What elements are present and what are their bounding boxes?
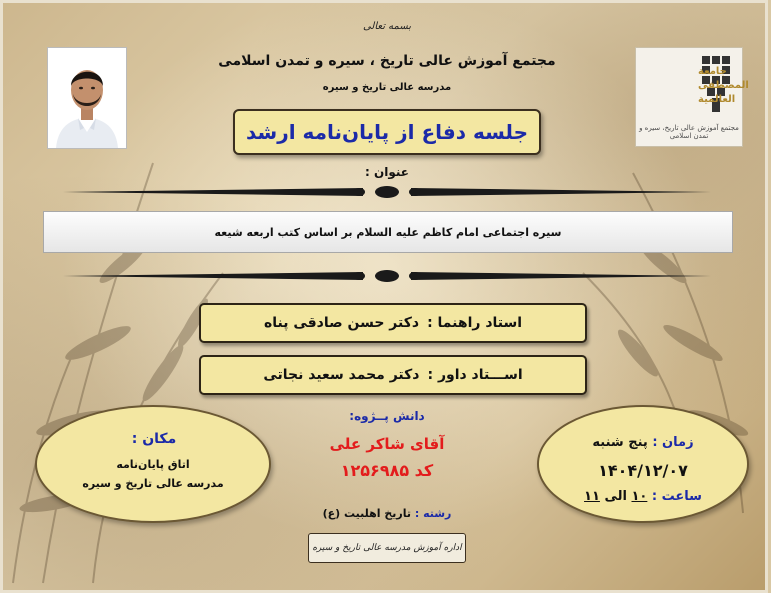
title-box xyxy=(233,109,541,155)
place-label: مکان : xyxy=(131,431,177,447)
presenter-photo xyxy=(47,47,127,149)
field-value: تاریخ اهلبیت (ع) xyxy=(322,507,411,520)
examiner-label: اســـتاد داور : xyxy=(427,367,523,383)
time-label: زمان : xyxy=(652,435,694,450)
hour-label: ساعت : xyxy=(651,489,702,504)
logo-text-line1: جامعة xyxy=(698,66,727,77)
school-name: مدرسه عالی تاریخ و سیره xyxy=(322,82,452,93)
ornamental-divider-top xyxy=(63,185,711,199)
basmala-heading: بسمه تعالی xyxy=(362,21,412,32)
supervisor-box xyxy=(199,303,587,343)
thesis-subject: سیره اجتماعی امام کاظم علیه السلام بر اساس کتب اربعه شیعه xyxy=(214,225,562,239)
time-day: پنج شنبه xyxy=(592,435,648,450)
field-label: رشته : xyxy=(414,507,452,520)
examiner-box xyxy=(199,355,587,395)
logo-text-line2: المصطفی xyxy=(698,80,749,91)
examiner-name: دکتر محمد سعید نجاتی xyxy=(263,367,420,383)
time-day-line xyxy=(563,435,723,450)
al-mustafa-university-logo-icon xyxy=(636,48,749,128)
logo-caption: مجتمع آموزش عالی تاریخ، سیره و تمدن اسلامی xyxy=(639,124,739,140)
time-hour-line xyxy=(563,489,723,504)
field-line xyxy=(283,507,491,520)
student-name: آقای شاکر علی xyxy=(329,435,445,453)
supervisor-label: استاد راهنما : xyxy=(427,315,523,331)
student-code: کد ۱۲۵۶۹۸۵ xyxy=(340,461,434,480)
hour-separator: الی xyxy=(604,489,627,504)
logo-text-line3: العالمیة xyxy=(698,94,736,105)
place-room: اتاق پایان‌نامه xyxy=(116,458,190,471)
institution-name: مجتمع آموزش عالی تاریخ ، سیره و تمدن اسلامی xyxy=(218,53,556,69)
supervisor-name: دکتر حسن صادقی پناه xyxy=(263,315,420,331)
place-school: مدرسه عالی تاریخ و سیره xyxy=(82,477,224,490)
time-date: ۱۴۰۴/۱۲/۰۷ xyxy=(598,461,688,480)
subject-bar xyxy=(43,211,733,253)
office-stamp: اداره آموزش مدرسه عالی تاریخ و سیره xyxy=(308,533,466,563)
university-logo xyxy=(635,47,749,147)
hour-from: ۱۰ xyxy=(631,489,648,504)
hour-to: ۱۱ xyxy=(584,489,600,504)
subject-label: عنوان : xyxy=(365,165,409,179)
page-title: جلسه دفاع از پایان‌نامه ارشد xyxy=(245,120,529,144)
student-label: دانش پــژوه: xyxy=(349,409,425,423)
ornamental-divider-bottom xyxy=(63,269,711,283)
person-portrait-icon xyxy=(48,48,126,148)
